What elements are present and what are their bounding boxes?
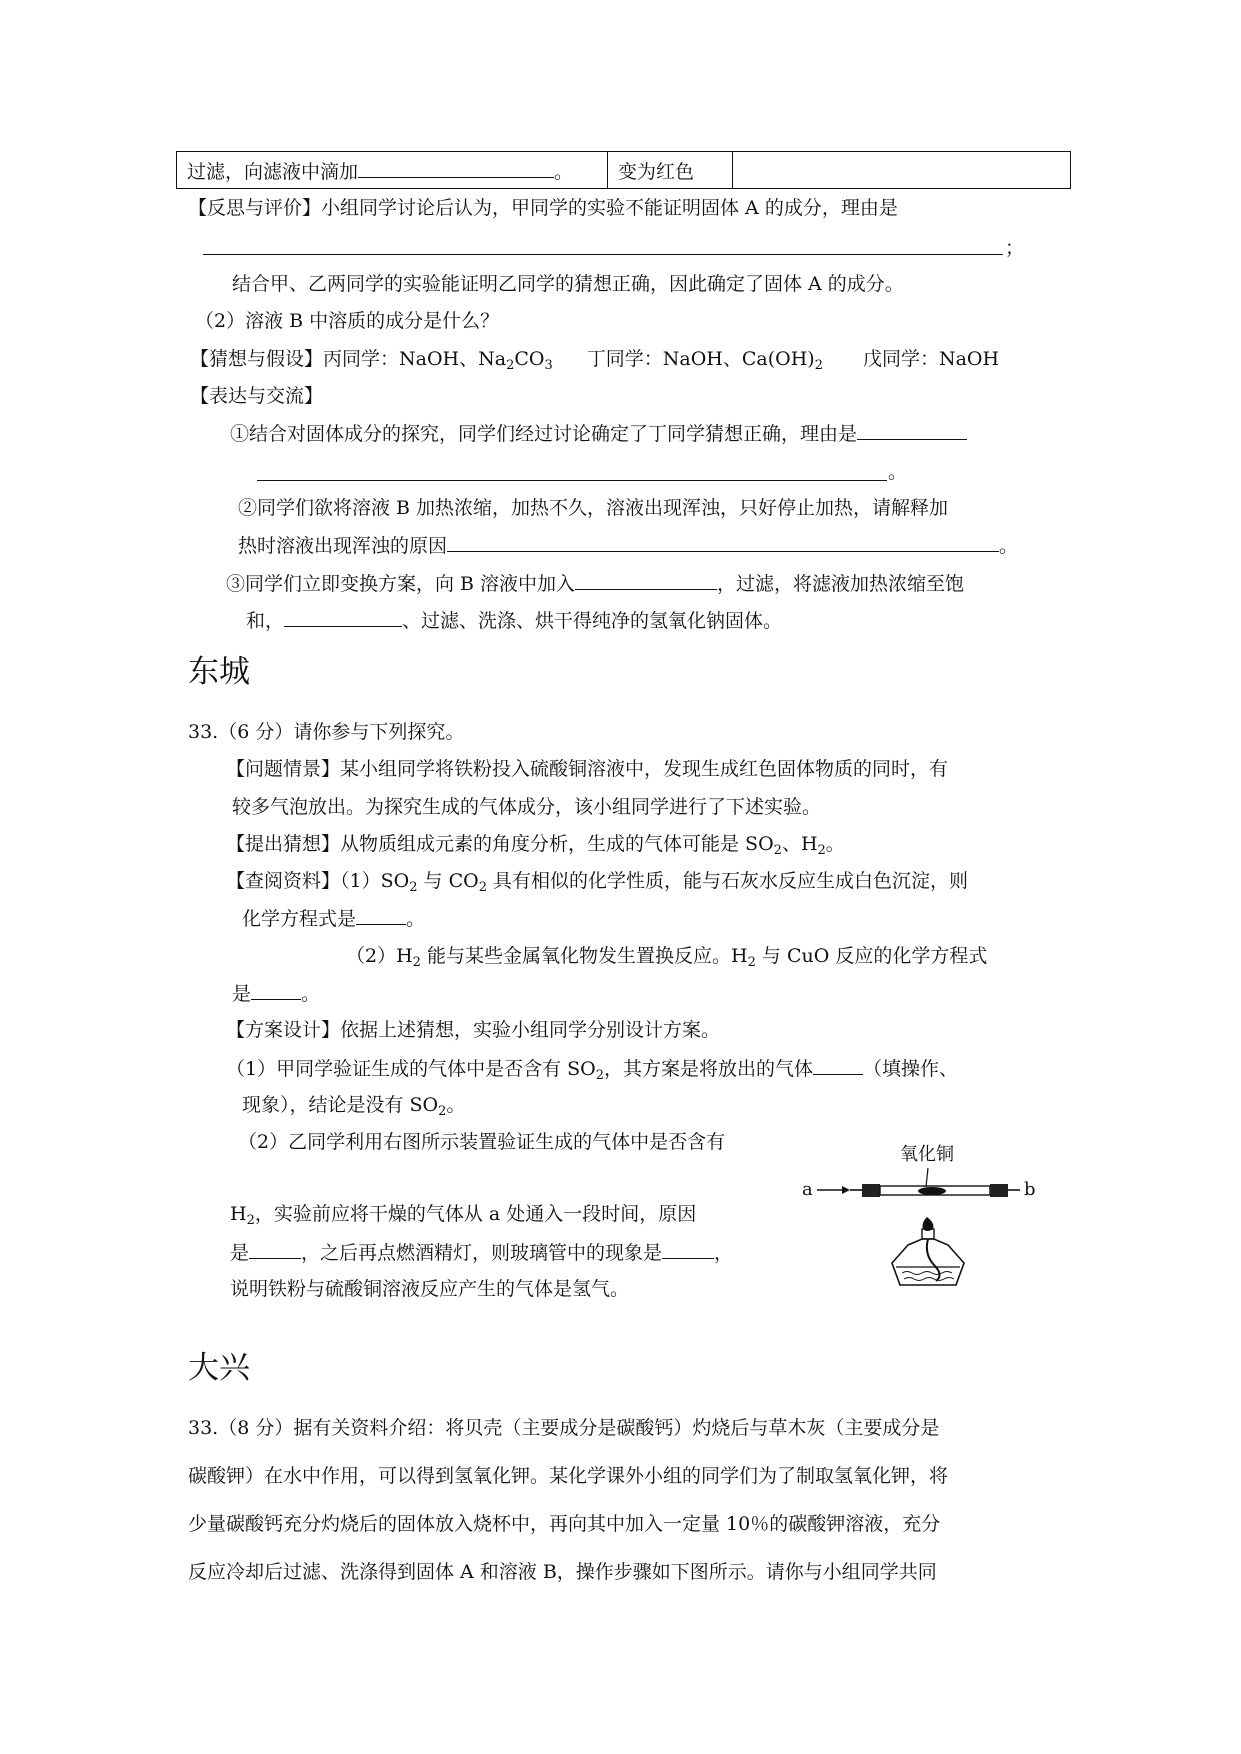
plan-2-line2: [230, 1202, 696, 1233]
p2-l3-a: 是: [230, 1242, 250, 1264]
apparatus-drawing: [800, 1135, 1040, 1315]
guess-ding: 丁同学：NaOH、Ca(OH): [586, 348, 815, 370]
answer-blank: [249, 1240, 301, 1259]
item3-l2-head: 和，: [246, 610, 285, 632]
problem-line2: 较多气泡放出。为探究生成的气体成分，该小组同学进行了下述实验。: [232, 796, 822, 818]
plan-line: [226, 1018, 720, 1042]
ref1-a: （1）SO: [340, 870, 410, 892]
answer-line: [257, 480, 887, 481]
subscript: 2: [438, 1104, 447, 1119]
reflect-label: 【反思与评价】: [188, 197, 322, 219]
daxing-line1: 33.（8 分）据有关资料介绍：将贝壳（主要成分是碳酸钙）灼烧后与草木灰（主要成分是: [188, 1417, 940, 1439]
answer-blank: [447, 533, 999, 552]
answer-line: [203, 254, 1003, 255]
problem-label: 【问题情景】: [226, 758, 341, 780]
subscript: 2: [246, 1213, 255, 1228]
period: 。: [446, 1094, 466, 1116]
period: 。: [888, 461, 908, 483]
problem-line1: [226, 757, 948, 781]
subscript: 2: [747, 955, 756, 970]
answer-blank: [284, 608, 402, 627]
item-1: [230, 421, 967, 446]
item2-text: 热时溶液出现浑浊的原因: [238, 535, 448, 557]
plan-2-line4: 说明铁粉与硫酸铜溶液反应产生的气体是氢气。: [230, 1278, 630, 1300]
p1-b: ，其方案是将放出的气体: [604, 1058, 814, 1080]
table-cell-operation: [177, 152, 608, 189]
ref-line1: [226, 869, 968, 900]
p2-b: ，实验前应将干燥的气体从 a 处通入一段时间，原因: [254, 1203, 697, 1225]
p1-a: （1）甲同学验证生成的气体中是否含有 SO: [226, 1058, 596, 1080]
subscript: 2: [595, 1068, 605, 1083]
hypothesis-line: [190, 347, 999, 378]
period: 。: [406, 908, 426, 930]
subscript: 2: [506, 358, 515, 373]
p1-l2: 现象），结论是没有 SO: [242, 1094, 439, 1116]
ref1-b: 与 CO: [417, 870, 479, 892]
section-heading-dongcheng: 东城: [188, 654, 250, 690]
ref2-c: 与 CuO 反应的化学方程式: [755, 945, 988, 967]
item3-text: ③同学们立即变换方案，向 B 溶液中加入: [226, 573, 576, 595]
item-3-line1: [226, 571, 964, 596]
plan-2-line3: [230, 1240, 733, 1265]
subscript: 2: [412, 955, 421, 970]
ref1-c: 具有相似的化学性质，能与石灰水反应生成白色沉淀，则: [486, 870, 969, 892]
table-cell-phenomenon: 变为红色: [608, 152, 733, 189]
subscript: 3: [544, 358, 553, 373]
subscript: 2: [409, 880, 418, 895]
hyp-end: 。: [825, 833, 845, 855]
answer-blank: [857, 421, 967, 440]
reflect-line: [188, 196, 898, 220]
plan-text: 依据上述猜想，实验小组同学分别设计方案。: [340, 1019, 721, 1041]
subscript: 2: [773, 843, 782, 858]
answer-blank: [813, 1056, 863, 1075]
answer-blank: [356, 906, 406, 925]
reflect-text: 小组同学讨论后认为，甲同学的实验不能证明固体 A 的成分，理由是: [321, 197, 898, 219]
ref-line3: [346, 944, 987, 975]
p2-a: H: [230, 1203, 247, 1225]
table-cell-conclusion: [733, 152, 1071, 189]
period: 。: [999, 535, 1019, 557]
plan-1-line1: [226, 1056, 958, 1088]
cell-text-end: 。: [554, 160, 574, 183]
daxing-line4: 反应冷却后过滤、洗涤得到固体 A 和溶液 B，操作步骤如下图所示。请你与小组同学共同: [188, 1561, 937, 1583]
question-2: （2）溶液 B 中溶质的成分是什么？: [195, 310, 500, 332]
cell-text: 过滤，向滤液中滴加: [187, 160, 359, 183]
daxing-line3: 少量碳酸钙充分灼烧后的固体放入烧杯中，再向其中加入一定量 10％的碳酸钾溶液，充分: [188, 1513, 941, 1535]
plan-2-line1: （2）乙同学利用右图所示装置验证生成的气体中是否含有: [238, 1131, 726, 1153]
table-row: [177, 152, 1071, 189]
guess-wu: 戊同学：NaOH: [862, 348, 1000, 370]
problem-text: 某小组同学将铁粉投入硫酸铜溶液中，发现生成红色固体物质的同时，有: [340, 758, 949, 780]
figure-label-b: b: [1024, 1179, 1036, 1200]
guess-bing: 丙同学：NaOH、Na: [323, 348, 507, 370]
plan-label: 【方案设计】: [226, 1019, 341, 1041]
subscript: 2: [817, 843, 826, 858]
hyp-label: 【提出猜想】: [226, 833, 341, 855]
answer-blank: [358, 159, 554, 178]
ref-label: 【查阅资料】: [226, 870, 341, 892]
ref2-a: （2）H: [346, 945, 413, 967]
hypothesis: [226, 832, 845, 863]
answer-blank: [251, 981, 301, 1000]
semicolon: ；: [1005, 237, 1025, 259]
figure-label-a: a: [802, 1179, 813, 1200]
figure-label-copper-oxide: 氧化铜: [900, 1144, 954, 1165]
plan-1-line2: [242, 1093, 465, 1124]
ref2-l2: 是: [232, 983, 252, 1005]
ref2-b: 能与某些金属氧化物发生置换反应。H: [420, 945, 748, 967]
subscript: 2: [478, 880, 487, 895]
p2-l3-c: ，: [714, 1242, 734, 1264]
item3-tail: ，过滤，将滤液加热浓缩至饱: [717, 573, 965, 595]
answer-blank: [662, 1240, 714, 1259]
hyp-text: 从物质组成元素的角度分析，生成的气体可能是 SO: [340, 833, 774, 855]
daxing-line2: 碳酸钾）在水中作用，可以得到氢氧化钾。某化学课外小组的同学们为了制取氢氧化钾，将: [188, 1465, 949, 1487]
p1-c: （填操作、: [863, 1058, 959, 1080]
conclusion-text: 结合甲、乙两同学的实验能证明乙同学的猜想正确，因此确定了固体 A 的成分。: [232, 273, 904, 295]
answer-blank: [575, 571, 717, 590]
section-heading-daxing: 大兴: [188, 1350, 250, 1386]
question-33-dongcheng: 33.（6 分）请你参与下列探究。: [188, 721, 465, 743]
period: 。: [301, 983, 321, 1005]
ref1-l2: 化学方程式是: [242, 908, 357, 930]
hyp-mid: 、H: [781, 833, 818, 855]
apparatus-figure: [800, 1135, 1040, 1315]
item1-text: ①结合对固体成分的探究，同学们经过讨论确定了丁同学猜想正确，理由是: [230, 423, 858, 445]
experiment-table: [176, 151, 1071, 189]
guess-label: 【猜想与假设】: [190, 348, 324, 370]
item-2-line1: ②同学们欲将溶液 B 加热浓缩，加热不久，溶液出现浑浊，只好停止加热，请解释加: [238, 497, 949, 519]
guess-bing-tail: CO: [514, 348, 545, 370]
item-3-line2: [246, 608, 782, 633]
p2-l3-b: ，之后再点燃酒精灯，则玻璃管中的现象是: [301, 1242, 663, 1264]
item-2-line2: [238, 533, 1018, 558]
ref-line2: [242, 906, 425, 931]
subscript: 2: [814, 358, 823, 373]
item3-l2-tail: 、过滤、洗涤、烘干得纯净的氢氧化钠固体。: [402, 610, 783, 632]
ref-line4: [232, 981, 320, 1006]
express-label: 【表达与交流】: [190, 385, 324, 407]
